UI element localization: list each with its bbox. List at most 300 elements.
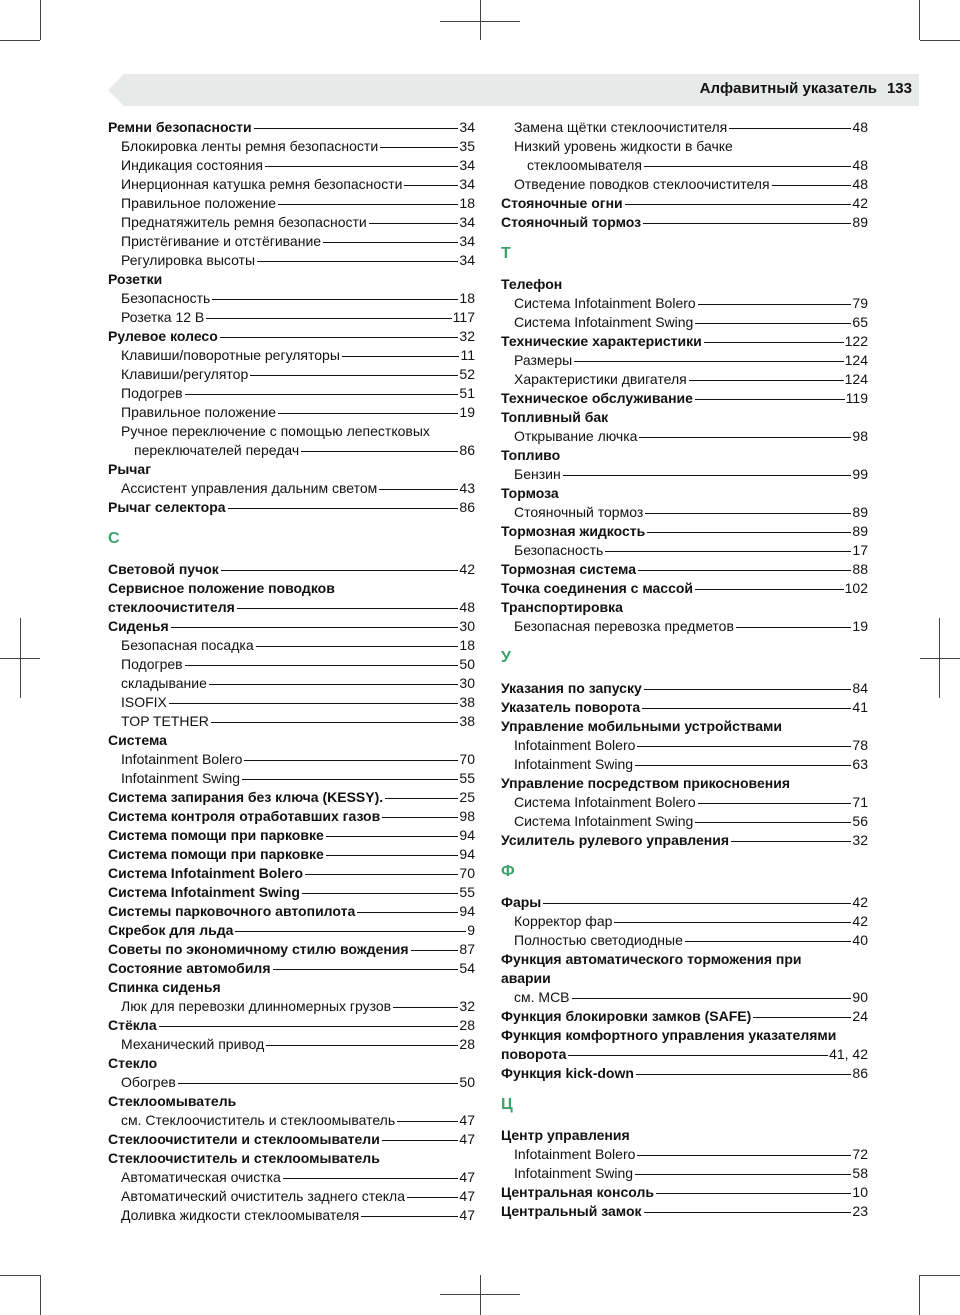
index-entry[interactable]	[501, 912, 868, 931]
index-entry-term: Стояночные огни	[501, 195, 623, 211]
index-entry-page[interactable]: 32	[459, 328, 475, 344]
index-entry-page[interactable]: 32	[852, 832, 868, 848]
index-entry[interactable]	[501, 1007, 868, 1026]
index-entry-page[interactable]: 58	[852, 1165, 868, 1181]
index-entry-page[interactable]: 122	[844, 333, 868, 349]
index-entry-page[interactable]: 86	[459, 499, 475, 515]
index-entry-page[interactable]: 28	[459, 1017, 475, 1033]
index-entry[interactable]	[501, 988, 868, 1007]
index-entry-term: Регулировка высоты	[121, 252, 256, 268]
index-entry[interactable]	[501, 736, 868, 755]
index-entry-page[interactable]: 94	[459, 903, 475, 919]
leader-line	[644, 1212, 852, 1213]
index-entry[interactable]	[108, 674, 475, 693]
index-column-left	[108, 118, 475, 1225]
index-entry[interactable]	[108, 365, 475, 384]
index-entry-term: складывание	[121, 675, 207, 691]
index-entry-page[interactable]: 43	[459, 480, 475, 496]
leader-line	[382, 1140, 459, 1141]
leader-line	[185, 394, 459, 395]
index-entry-term: Рулевое колесо	[108, 328, 218, 344]
index-entry-term: стеклоомывателя	[527, 157, 642, 173]
index-entry[interactable]	[501, 213, 868, 232]
leader-line	[244, 760, 458, 761]
index-entry-page[interactable]: 94	[459, 827, 475, 843]
index-entry-page[interactable]: 70	[459, 865, 475, 881]
index-entry-term: см. MCB	[514, 989, 570, 1005]
index-entry[interactable]	[108, 769, 475, 788]
index-entry[interactable]	[108, 1168, 475, 1187]
leader-line	[212, 299, 458, 300]
index-entry-term: поворота	[501, 1046, 567, 1062]
index-entry[interactable]	[108, 479, 475, 498]
index-entry[interactable]	[501, 931, 868, 950]
index-entry-term: Система помощи при парковке	[108, 846, 324, 862]
index-entry[interactable]	[108, 327, 475, 346]
leader-line	[385, 798, 458, 799]
index-entry[interactable]	[108, 175, 475, 194]
index-entry[interactable]	[108, 1016, 475, 1035]
index-entry-term: Стеклоочистители и стеклоомыватели	[108, 1131, 380, 1147]
index-entry[interactable]	[501, 679, 868, 698]
index-entry-term: Система Infotainment Swing	[108, 884, 300, 900]
index-entry[interactable]	[108, 598, 475, 617]
index-entry-page[interactable]: 38	[459, 713, 475, 729]
index-entry[interactable]	[108, 194, 475, 213]
index-entry-term: Подогрев	[121, 385, 183, 401]
index-entry-page[interactable]: 55	[459, 770, 475, 786]
index-entry-page[interactable]: 89	[852, 523, 868, 539]
index-entry-page[interactable]: 18	[459, 290, 475, 306]
index-heading: Топливный бак	[501, 409, 609, 425]
index-entry[interactable]	[501, 294, 868, 313]
crop-mark	[40, 1275, 41, 1315]
leader-line	[242, 779, 458, 780]
crop-mark	[40, 0, 41, 40]
leader-line	[283, 1178, 459, 1179]
leader-line	[361, 1216, 458, 1217]
index-entry-page[interactable]: 50	[459, 1074, 475, 1090]
index-heading: Система	[108, 732, 167, 748]
leader-line	[605, 551, 851, 552]
index-entry-page[interactable]: 86	[852, 1065, 868, 1081]
index-entry[interactable]	[108, 118, 475, 137]
index-entry[interactable]	[501, 698, 868, 717]
index-entry-term: Блокировка ленты ремня безопасности	[121, 138, 379, 154]
leader-line	[250, 375, 458, 376]
leader-line	[572, 998, 852, 999]
index-entry-term: Система Infotainment Bolero	[108, 865, 304, 881]
leader-line	[257, 261, 458, 262]
index-entry-page[interactable]: 84	[852, 680, 868, 696]
index-entry[interactable]	[108, 251, 475, 270]
index-entry[interactable]	[108, 750, 475, 769]
leader-line	[731, 841, 851, 842]
index-entry[interactable]	[501, 351, 868, 370]
index-entry[interactable]	[501, 1183, 868, 1202]
index-entry-term: Отведение поводков стеклоочистителя	[514, 176, 770, 192]
leader-line	[237, 608, 459, 609]
index-entry-page[interactable]: 72	[852, 1146, 868, 1162]
index-entry-term: Система помощи при парковке	[108, 827, 324, 843]
index-entry-term: Правильное положение	[121, 195, 277, 211]
index-entry-page[interactable]: 19	[852, 618, 868, 634]
index-entry[interactable]	[501, 118, 868, 137]
index-entry-page[interactable]: 48	[459, 599, 475, 615]
index-entry-page[interactable]: 42	[852, 894, 868, 910]
index-entry-page[interactable]: 42	[459, 561, 475, 577]
index-entry-term: Пристёгивание и отстёгивание	[121, 233, 322, 249]
index-entry-term: Infotainment Bolero	[514, 1146, 636, 1162]
index-entry-term: Infotainment Swing	[121, 770, 241, 786]
index-entry-term: Полностью светодиодные	[514, 932, 683, 948]
index-entry[interactable]	[501, 332, 868, 351]
index-entry-term: Infotainment Swing	[514, 1165, 634, 1181]
index-entry-term: Система контроля отработавших газов	[108, 808, 381, 824]
index-entry[interactable]	[108, 232, 475, 251]
index-entry[interactable]	[501, 831, 868, 850]
page-header	[700, 80, 912, 97]
index-heading: Телефон	[501, 276, 563, 292]
index-entry[interactable]	[108, 864, 475, 883]
index-entry[interactable]	[108, 617, 475, 636]
index-entry[interactable]	[108, 1187, 475, 1206]
index-entry-page[interactable]: 117	[452, 309, 475, 325]
index-entry-page[interactable]: 63	[852, 756, 868, 772]
index-entry-page[interactable]: 34	[459, 119, 475, 135]
index-entry[interactable]	[501, 812, 868, 831]
index-entry[interactable]	[501, 313, 868, 332]
leader-line	[278, 413, 458, 414]
index-entry[interactable]	[108, 959, 475, 978]
index-heading: аварии	[501, 970, 551, 986]
index-entry-page[interactable]: 11	[460, 347, 475, 363]
index-entry[interactable]	[501, 1164, 868, 1183]
index-entry[interactable]	[108, 1130, 475, 1149]
index-entry-term: Открывание лючка	[514, 428, 638, 444]
leader-line	[772, 185, 852, 186]
leader-line	[543, 903, 851, 904]
index-entry-page[interactable]: 40	[852, 932, 868, 948]
index-entry-term: Подогрев	[121, 656, 183, 672]
index-entry-page[interactable]: 9	[467, 922, 475, 938]
index-entry[interactable]	[501, 465, 868, 484]
index-entry-term: Указания по запуску	[501, 680, 642, 696]
index-entry[interactable]	[108, 655, 475, 674]
index-entry-page[interactable]: 47	[459, 1169, 475, 1185]
index-entry[interactable]	[108, 807, 475, 826]
leader-line	[625, 204, 852, 205]
index-entry[interactable]	[501, 1202, 868, 1221]
index-entry-term: Механический привод	[121, 1036, 265, 1052]
index-entry-page[interactable]: 124	[844, 352, 868, 368]
index-entry[interactable]	[108, 213, 475, 232]
index-entry-term: Безопасность	[514, 542, 604, 558]
index-entry-term: Система Infotainment Bolero	[514, 794, 696, 810]
index-entry[interactable]	[108, 1073, 475, 1092]
index-entry[interactable]	[501, 427, 868, 446]
leader-line	[574, 361, 843, 362]
index-entry-term: Ремни безопасности	[108, 119, 252, 135]
index-entry-term: Замена щётки стеклоочистителя	[514, 119, 728, 135]
index-entry-page[interactable]: 98	[459, 808, 475, 824]
leader-line	[228, 508, 459, 509]
index-entry-term: Тормозная жидкость	[501, 523, 646, 539]
index-entry-term: Клавиши/регулятор	[121, 366, 249, 382]
index-entry[interactable]	[108, 1206, 475, 1225]
index-entry-term: Безопасность	[121, 290, 211, 306]
index-entry-term: Infotainment Bolero	[514, 737, 636, 753]
index-entry-term: Индикация состояния	[121, 157, 264, 173]
index-entry[interactable]	[501, 194, 868, 213]
index-entry-page[interactable]: 52	[459, 366, 475, 382]
index-heading: Низкий уровень жидкости в бачке	[514, 138, 733, 154]
index-entry[interactable]	[501, 522, 868, 541]
index-entry-page[interactable]: 48	[852, 119, 868, 135]
leader-line	[302, 893, 459, 894]
index-entry-page[interactable]: 47	[459, 1207, 475, 1223]
index-heading: Функция автоматического торможения при	[501, 951, 802, 967]
leader-line	[644, 166, 851, 167]
index-entry-term: см. Стеклоочиститель и стеклоомыватель	[121, 1112, 396, 1128]
index-entry[interactable]	[501, 755, 868, 774]
crop-mark	[919, 1275, 920, 1315]
leader-line	[685, 941, 852, 942]
index-heading: Рычаг	[108, 461, 152, 477]
index-entry-page[interactable]: 79	[852, 295, 868, 311]
index-entry[interactable]	[108, 137, 475, 156]
index-heading: Спинка сиденья	[108, 979, 221, 995]
index-entry-page[interactable]: 30	[459, 675, 475, 691]
leader-line	[382, 817, 458, 818]
index-entry-term: Скребок для льда	[108, 922, 234, 938]
index-entry-page[interactable]: 32	[459, 998, 475, 1014]
index-entry[interactable]	[108, 1035, 475, 1054]
index-entry-term: Усилитель рулевого управления	[501, 832, 730, 848]
leader-line	[369, 223, 459, 224]
index-entry-page[interactable]: 41	[852, 699, 868, 715]
index-entry-page[interactable]: 47	[459, 1112, 475, 1128]
index-entry-page[interactable]: 48	[852, 157, 868, 173]
index-letter: У	[501, 649, 511, 666]
index-entry-page[interactable]: 48	[852, 176, 868, 192]
index-entry[interactable]	[501, 1064, 868, 1083]
index-entry-page[interactable]: 50	[459, 656, 475, 672]
index-entry[interactable]	[108, 289, 475, 308]
index-entry[interactable]	[108, 156, 475, 175]
index-entry[interactable]	[501, 579, 868, 598]
index-entry[interactable]	[501, 560, 868, 579]
index-entry[interactable]	[501, 1145, 868, 1164]
index-entry-page[interactable]: 119	[845, 390, 868, 406]
crop-mark	[939, 618, 940, 698]
index-entry[interactable]	[501, 893, 868, 912]
index-entry-page[interactable]: 102	[844, 580, 868, 596]
index-entry[interactable]	[501, 617, 868, 636]
index-entry-term: Стояночный тормоз	[501, 214, 642, 230]
index-entry-page[interactable]: 23	[852, 1203, 868, 1219]
index-entry-page[interactable]: 56	[852, 813, 868, 829]
index-entry-page[interactable]: 86	[459, 442, 475, 458]
page-number: 133	[886, 80, 912, 97]
index-entry-term: Стояночный тормоз	[514, 504, 644, 520]
leader-line	[301, 451, 458, 452]
index-entry[interactable]	[108, 441, 475, 460]
index-entry-term: Автоматический очиститель заднего стекла	[121, 1188, 405, 1204]
index-entry-page[interactable]: 25	[459, 789, 475, 805]
index-heading: Стеклоомыватель	[108, 1093, 237, 1109]
index-entry-term: Система запирания без ключа (KESSY).	[108, 789, 384, 805]
index-entry-term: Розетка 12 В	[121, 309, 205, 325]
leader-line	[698, 304, 852, 305]
index-entry-page[interactable]: 18	[459, 637, 475, 653]
index-entry[interactable]	[501, 156, 868, 175]
leader-line	[637, 1155, 851, 1156]
index-entry-page[interactable]: 30	[459, 618, 475, 634]
index-entry[interactable]	[108, 693, 475, 712]
leader-line	[411, 950, 459, 951]
index-entry-page[interactable]: 87	[459, 941, 475, 957]
index-entry[interactable]	[501, 175, 868, 194]
index-entry-page[interactable]: 24	[852, 1008, 868, 1024]
index-entry-page[interactable]: 19	[459, 404, 475, 420]
index-entry-page[interactable]: 88	[852, 561, 868, 577]
index-entry[interactable]	[108, 498, 475, 517]
index-entry-page[interactable]: 89	[852, 504, 868, 520]
index-entry-page[interactable]: 42	[852, 195, 868, 211]
index-entry-page[interactable]: 55	[459, 884, 475, 900]
crop-mark	[920, 1275, 960, 1276]
leader-line	[736, 627, 852, 628]
index-entry-page[interactable]: 94	[459, 846, 475, 862]
index-heading: Управление мобильными устройствами	[501, 718, 782, 734]
index-entry[interactable]	[108, 788, 475, 807]
index-entry[interactable]	[501, 793, 868, 812]
index-entry-page[interactable]: 71	[852, 794, 868, 810]
index-entry-page[interactable]: 28	[459, 1036, 475, 1052]
index-entry-page[interactable]: 38	[459, 694, 475, 710]
index-entry[interactable]	[501, 389, 868, 408]
index-entry[interactable]	[108, 902, 475, 921]
index-entry-page[interactable]: 70	[459, 751, 475, 767]
index-heading: Розетки	[108, 271, 163, 287]
index-entry[interactable]	[501, 1045, 868, 1064]
index-entry-term: Размеры	[514, 352, 573, 368]
index-entry-page[interactable]: 90	[852, 989, 868, 1005]
index-entry-page[interactable]: 54	[459, 960, 475, 976]
leader-line	[638, 570, 851, 571]
index-entry[interactable]	[108, 712, 475, 731]
index-entry-term: Характеристики двигателя	[514, 371, 687, 387]
index-entry-term: Системы парковочного автопилота	[108, 903, 356, 919]
leader-line	[221, 570, 459, 571]
index-entry-term: Советы по экономичному стилю вождения	[108, 941, 409, 957]
index-entry-page[interactable]: 65	[852, 314, 868, 330]
header-notch	[108, 74, 124, 106]
index-entry[interactable]	[108, 308, 475, 327]
index-entry-page[interactable]: 34	[459, 214, 475, 230]
crop-mark	[0, 1275, 40, 1276]
index-entry-page[interactable]: 34	[459, 176, 475, 192]
index-entry[interactable]	[501, 503, 868, 522]
index-entry[interactable]	[108, 346, 475, 365]
index-entry-page[interactable]: 10	[852, 1184, 868, 1200]
index-entry-page[interactable]: 41, 42	[829, 1046, 868, 1062]
leader-line	[178, 1083, 459, 1084]
index-entry-term: Правильное положение	[121, 404, 277, 420]
index-entry[interactable]	[108, 845, 475, 864]
index-heading: Управление посредством прикосновения	[501, 775, 790, 791]
index-entry-page[interactable]: 89	[852, 214, 868, 230]
index-entry[interactable]	[108, 921, 475, 940]
index-entry[interactable]	[108, 997, 475, 1016]
index-entry[interactable]	[108, 384, 475, 403]
index-entry-page[interactable]: 47	[459, 1131, 475, 1147]
index-entry-term: переключателей передач	[134, 442, 300, 458]
crop-mark	[920, 658, 960, 659]
crop-mark	[0, 40, 40, 41]
index-entry-term: Люк для перевозки длинномерных грузов	[121, 998, 392, 1014]
leader-line	[379, 489, 458, 490]
index-entry[interactable]	[108, 636, 475, 655]
leader-line	[326, 855, 459, 856]
index-entry[interactable]	[108, 1111, 475, 1130]
header-title: Алфавитный указатель	[699, 80, 877, 97]
index-entry-term: Доливка жидкости стеклоомывателя	[121, 1207, 360, 1223]
index-entry-term: Технические характеристики	[501, 333, 702, 349]
index-entry[interactable]	[108, 826, 475, 845]
leader-line	[753, 1017, 851, 1018]
leader-line	[342, 356, 460, 357]
index-entry-term: стеклоочистителя	[108, 599, 235, 615]
index-heading: Стеклоочиститель и стеклоомыватель	[108, 1150, 380, 1166]
index-entry-page[interactable]: 47	[459, 1188, 475, 1204]
index-entry-page[interactable]: 17	[852, 542, 868, 558]
index-entry[interactable]	[501, 541, 868, 560]
index-entry-term: Инерционная катушка ремня безопасности	[121, 176, 403, 192]
index-entry-page[interactable]: 35	[459, 138, 475, 154]
index-entry-page[interactable]: 34	[459, 157, 475, 173]
index-entry-page[interactable]: 99	[852, 466, 868, 482]
crop-mark	[919, 0, 920, 40]
index-entry[interactable]	[108, 940, 475, 959]
index-entry-term: Функция блокировки замков (SAFE)	[501, 1008, 752, 1024]
leader-line	[704, 342, 844, 343]
leader-line	[645, 513, 851, 514]
leader-line	[647, 532, 851, 533]
index-entry[interactable]	[108, 883, 475, 902]
index-entry[interactable]	[108, 560, 475, 579]
index-entry-term: Система Infotainment Bolero	[514, 295, 696, 311]
index-entry-page[interactable]: 34	[459, 233, 475, 249]
index-entry-term: Центральная консоль	[501, 1184, 654, 1200]
index-entry-page[interactable]: 51	[459, 385, 475, 401]
index-entry[interactable]	[108, 403, 475, 422]
leader-line	[393, 1007, 458, 1008]
index-entry-page[interactable]: 98	[852, 428, 868, 444]
index-entry-page[interactable]: 42	[852, 913, 868, 929]
index-entry-page[interactable]: 124	[844, 371, 868, 387]
index-entry-page[interactable]: 18	[459, 195, 475, 211]
leader-line	[305, 874, 458, 875]
index-heading: Ручное переключение с помощью лепестковых	[121, 423, 430, 439]
index-entry[interactable]	[501, 370, 868, 389]
index-entry-page[interactable]: 78	[852, 737, 868, 753]
leader-line	[323, 242, 458, 243]
index-entry-term: Световой пучок	[108, 561, 219, 577]
index-entry-page[interactable]: 34	[459, 252, 475, 268]
leader-line	[220, 337, 459, 338]
